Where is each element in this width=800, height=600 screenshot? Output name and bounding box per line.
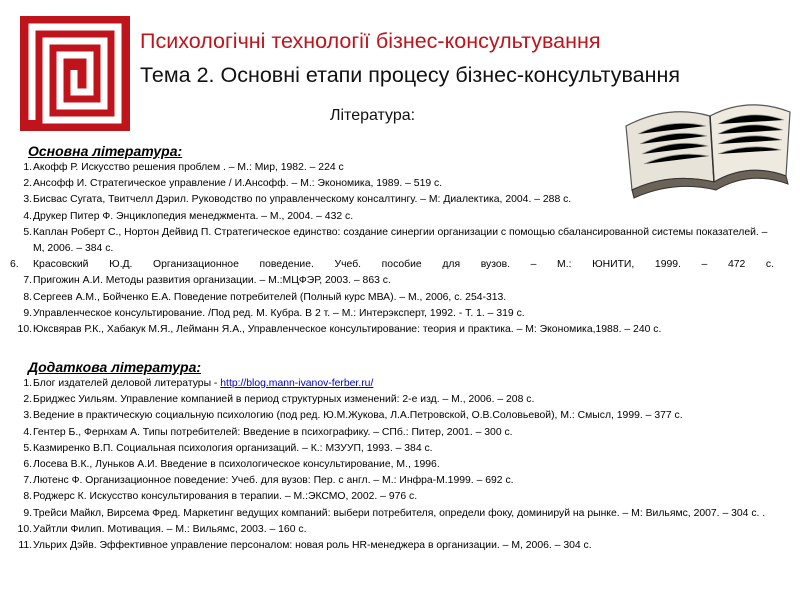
reference-text: Сергеев А.М., Бойченко Е.А. Поведение потребителей (Полный курс МВА). – М., 2006, с. 254-313. <box>33 291 507 303</box>
reference-number: 1. <box>23 378 32 389</box>
reference-link[interactable]: http://blog.mann-ivanov-ferber.ru/ <box>220 378 374 389</box>
additional-literature-heading: Додаткова література: <box>28 359 202 375</box>
presentation-title: Психологічні технології бізнес-консультування <box>140 29 601 53</box>
reference-text: Пригожин А.И. Методы развития организации. – М.:МЦФЭР, 2003. – 863 с. <box>33 275 391 287</box>
reference-item <box>10 457 774 473</box>
reference-item <box>10 538 774 554</box>
reference-number: 6. <box>23 459 32 471</box>
reference-item <box>10 176 774 192</box>
literature-heading: Література: <box>330 107 416 124</box>
reference-number: 9. <box>23 507 32 519</box>
main-literature-section <box>10 142 774 338</box>
reference-item <box>10 209 774 225</box>
reference-item <box>10 192 774 208</box>
meander-logo-icon <box>20 16 130 131</box>
reference-text: Лютенс Ф. Организационное поведение: Учеб. для вузов: Пер. с англ. – М.: Инфра-М.1999. – 692 с. <box>33 475 514 487</box>
reference-item <box>10 408 774 424</box>
reference-number: 7. <box>23 475 32 487</box>
reference-text: Друкер Питер Ф. Энциклопедия менеджмента. – М., 2004. – 432 с. <box>33 210 354 222</box>
reference-text: Каплан Роберт С., Нортон Дейвид П. Стратегическое единство: создание синергии организации с помощью сбалансированной системы показателей. – М, 2006. – 384 с. <box>33 226 768 255</box>
reference-number: 11. <box>18 540 32 552</box>
reference-text: Управленческое консультирование. /Под ред. М. Кубра. В 2 т. – М.: Интерэксперт, 1992. - Т. 1. – 319 с. <box>33 307 525 319</box>
reference-number: 3. <box>23 194 32 206</box>
reference-text: Бриджес Уильям. Управление компанией в период структурных изменений: 2-е изд. – М., 2006. – 208 с. <box>33 394 535 406</box>
additional-literature-section <box>10 358 774 554</box>
reference-item <box>10 392 774 408</box>
reference-number: 8. <box>23 491 32 503</box>
reference-text: Трейси Майкл, Вирсема Фред. Маркетинг ведущих компаний: выбери потребителя, определи фоку, доминируй на рынке. – М: Вильямс, 2007. – 304 с. . <box>33 507 766 519</box>
topic-title: Тема 2. Основні етапи процесу бізнес-консультування <box>140 63 680 87</box>
reference-item <box>10 425 774 441</box>
reference-text: Акофф Р. Искусство решения проблем . – М.: Мир, 1982. – 224 с <box>33 162 344 173</box>
reference-number: 1. <box>23 162 32 173</box>
main-literature-list <box>10 160 774 338</box>
reference-text: Роджерс К. Искусство консультирования в терапии. – М.:ЭКСМО, 2002. – 976 с. <box>33 491 418 503</box>
reference-item <box>10 160 774 176</box>
reference-item <box>10 522 774 538</box>
reference-item <box>10 322 774 338</box>
reference-number: 4. <box>23 426 32 438</box>
reference-text: Лосева В.К., Луньков А.И. Введение в психологическое консультирование, М., 1996. <box>33 459 440 471</box>
reference-number: 4. <box>23 210 32 222</box>
reference-number: 8. <box>23 291 32 303</box>
reference-number: 6. <box>10 259 19 271</box>
reference-text: Казмиренко В.П. Социальная психология организаций. – К.: МЗУУП, 1993. – 384 с. <box>33 442 433 454</box>
reference-number: 7. <box>23 275 32 287</box>
reference-item <box>10 506 774 522</box>
reference-number: 10. <box>17 523 32 535</box>
reference-item <box>10 290 774 306</box>
reference-item <box>10 441 774 457</box>
main-literature-heading: Основна література: <box>28 143 183 159</box>
reference-item <box>10 473 774 489</box>
reference-text: Юксвярав Р.К., Хабакук М.Я., Лейманн Я.А., Управленческое консультирование: теория и практика. – М: Экономика,1988. – 240 с. <box>33 324 662 336</box>
reference-text: Блог издателей деловой литературы - <box>33 378 221 389</box>
reference-item <box>10 273 774 289</box>
reference-number: 3. <box>23 410 32 422</box>
additional-literature-list <box>10 376 774 554</box>
reference-item <box>10 489 774 505</box>
reference-number: 5. <box>23 226 32 238</box>
reference-text: Уайтли Филип. Мотивация. – М.: Вильямс, 2003. – 160 с. <box>33 523 307 535</box>
reference-number: 9. <box>23 307 32 319</box>
reference-text: Ансофф И. Стратегическое управление / И.Ансофф. – М.: Экономика, 1989. – 519 с. <box>33 178 443 190</box>
reference-item <box>10 257 774 273</box>
reference-item <box>10 306 774 322</box>
reference-text: Ульрих Дэйв. Эффективное управление персоналом: новая роль HR-менеджера в организации. – М, 2006. – 304 с. <box>33 540 592 552</box>
reference-number: 10. <box>17 324 32 336</box>
reference-text: Бисвас Сугата, Твитчелл Дэрил. Руководство по управленческому консалтингу. – М: Диалектика, 2004. – 288 с. <box>33 194 572 206</box>
reference-text: Гентер Б., Фернхам А. Типы потребителей: Введение в психографику. – СПб.: Питер, 2001. – 300 с. <box>33 426 513 438</box>
reference-item <box>10 225 774 257</box>
reference-text: Красовский Ю.Д. Организационное поведение. Учеб. пособие для вузов. – М.: ЮНИТИ, 1999. – 472 с. <box>33 259 774 271</box>
reference-number: 2. <box>23 394 32 406</box>
reference-text: Ведение в практическую социальную психологию (под ред. Ю.М.Жукова, Л.А.Петровской, О.В.Соловьевой), М.: Смысл, 1999. – 377 с. <box>33 410 683 422</box>
reference-number: 5. <box>23 442 32 454</box>
reference-number: 2. <box>23 178 32 190</box>
reference-item <box>10 376 774 392</box>
